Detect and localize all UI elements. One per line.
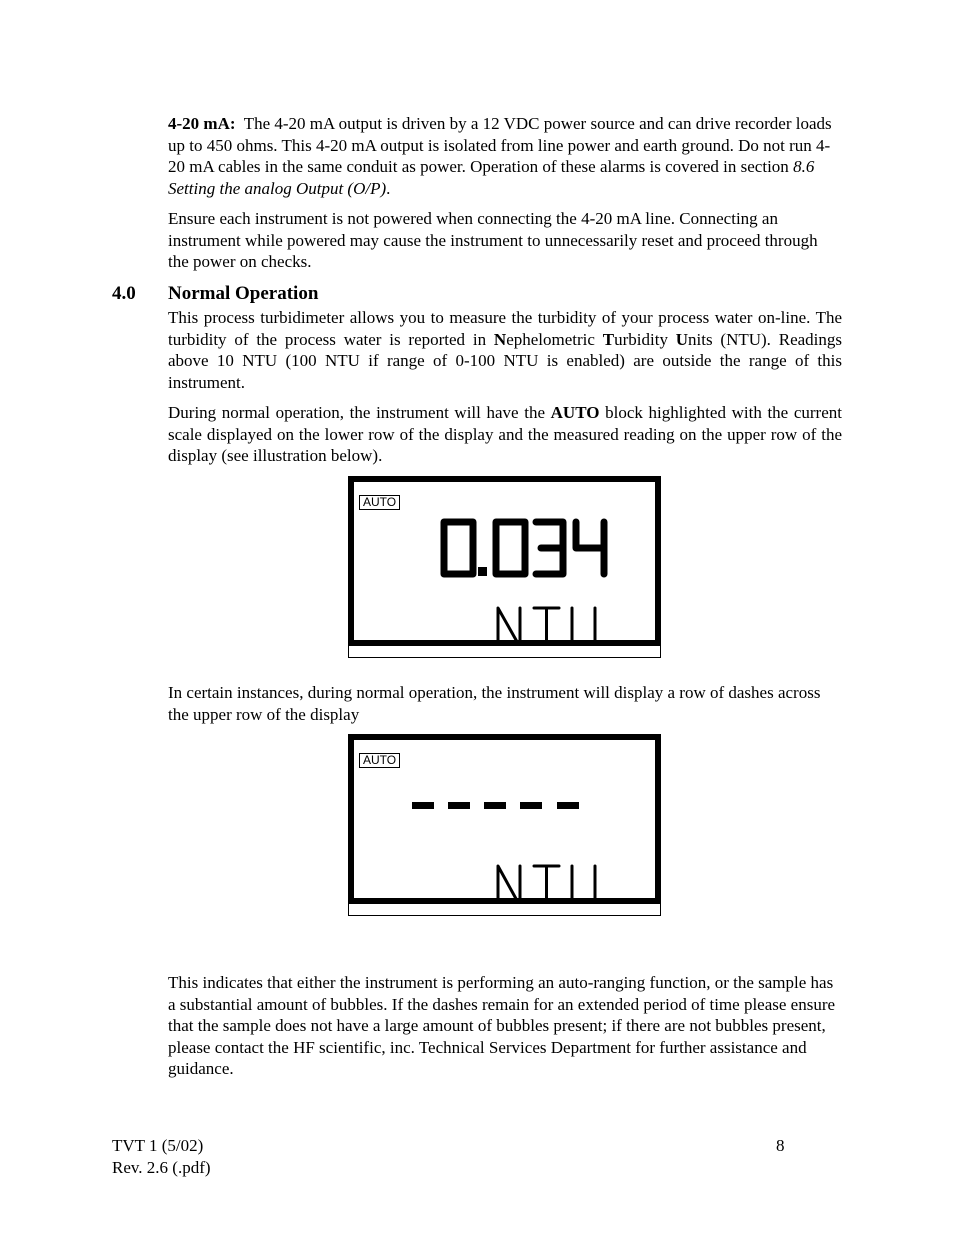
digit-0: [444, 522, 473, 574]
paragraph-power-warning: Ensure each instrument is not powered when connecting the 4-20 mA line. Connecting an instrument while powered may cause the instrument to unnecessarily reset and proceed through the power on checks.: [168, 209, 818, 271]
section-dashes-explanation: [168, 972, 842, 1080]
section-reference: 8.6 Setting the analog Output (O/P): [168, 157, 815, 198]
dash-3: [484, 802, 506, 809]
section-title: Normal Operation: [168, 283, 319, 304]
page-number: 8: [776, 1136, 785, 1155]
unit-letter-u: [572, 608, 595, 640]
section-heading: [112, 283, 712, 305]
section-normal-operation-intro: [168, 307, 842, 467]
unit-letter-n: [498, 608, 520, 640]
section-number: 4.0: [112, 283, 136, 304]
lcd-screen: [348, 476, 661, 646]
digit-0-second: [496, 522, 525, 574]
lcd-display-reading: [348, 476, 661, 658]
bold-label-4-20ma: 4-20 mA:: [168, 114, 236, 133]
dash-1: [412, 802, 434, 809]
section-dashes-intro: [168, 682, 842, 725]
lcd-base: [348, 646, 661, 658]
dash-5: [557, 802, 579, 809]
paragraph-dashes-display: In certain instances, during normal operation, the instrument will display a row of dashes across the upper row of the display: [168, 683, 821, 724]
paragraph-auto-block: During normal operation, the instrument will have the AUTO block highlighted with the current scale displayed on the lower row of the display and the measured reading on the upper row of the display (see illustration below).: [168, 403, 842, 465]
unit-letter-t: [534, 866, 559, 898]
decimal-point: [478, 567, 487, 576]
seven-segment-dashes: [354, 740, 655, 898]
auto-mode-indicator: AUTO: [359, 753, 400, 768]
paragraph-4-20ma-output: 4-20 mA: The 4-20 mA output is driven by a 12 VDC power source and can drive recorder loads up to 450 ohms. This 4-20 mA output is isolated from line power and earth ground. Do not run 4-20 mA cables in the same conduit as power. Operation of these alarms is covered in section 8.6 Setting the analog Output (O/P).: [168, 114, 832, 198]
dash-2: [448, 802, 470, 809]
footer-doc-id: TVT 1 (5/02): [112, 1136, 204, 1155]
lcd-base: [348, 904, 661, 916]
paragraph-turbidity-intro: This process turbidimeter allows you to measure the turbidity of your process water on-line. The turbidity of the process water is reported in Nephelometric Turbidity Units (NTU). Readings above 10 NTU (100 NTU if range of 0-100 NTU is enabled) are outside the range of this instrument.: [168, 308, 843, 392]
digit-3: [536, 522, 563, 574]
auto-mode-indicator: AUTO: [359, 495, 400, 510]
unit-letter-u: [572, 866, 595, 898]
page-footer: [112, 1135, 211, 1179]
dash-4: [520, 802, 542, 809]
seven-segment-digits: [354, 482, 655, 640]
section-4-20ma: [168, 113, 842, 273]
footer-revision: Rev. 2.6 (.pdf): [112, 1158, 211, 1177]
digit-4: [576, 522, 604, 574]
lcd-display-dashes: [348, 734, 661, 916]
unit-letter-t: [534, 608, 559, 640]
paragraph-dashes-explanation: This indicates that either the instrument is performing an auto-ranging function, or the sample has a substantial amount of bubbles. If the dashes remain for an extended period of time please ensure that the sample does not have a large amount of bubbles present; if there are not bubbles present, please contact the HF scientific, inc. Technical Services Department for further assistance and guidance.: [168, 973, 836, 1078]
lcd-screen: [348, 734, 661, 904]
unit-letter-n: [498, 866, 520, 898]
